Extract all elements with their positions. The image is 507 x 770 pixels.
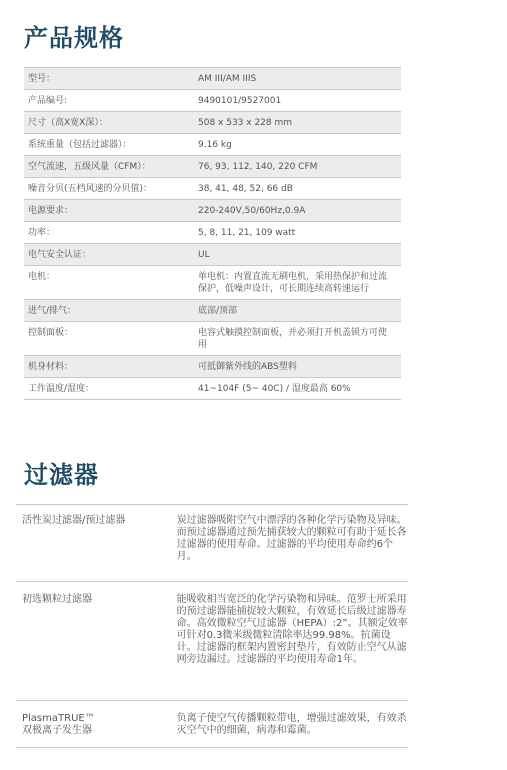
filter-label: PlasmaTRUE™ 双极离子发生器 bbox=[22, 713, 95, 736]
filter-row bbox=[16, 701, 408, 748]
spec-row bbox=[24, 356, 401, 378]
spec-value: AM III/AM IIIS bbox=[198, 74, 257, 84]
spec-label: 产品编号: bbox=[28, 96, 68, 106]
spec-row bbox=[24, 200, 401, 222]
spec-value: 5, 8, 11, 21, 109 watt bbox=[198, 228, 296, 238]
spec-value: 508 x 533 x 228 mm bbox=[198, 118, 293, 128]
spec-value: UL bbox=[198, 250, 210, 260]
spec-label: 电源要求： bbox=[28, 206, 74, 216]
spec-row bbox=[24, 378, 401, 400]
filter-label: 活性炭过滤器/预过滤器 bbox=[22, 515, 126, 526]
spec-value: 电容式触摸控制面板，并必须打开机盖锁方可使用 bbox=[198, 328, 388, 350]
filter-table bbox=[16, 504, 408, 748]
spec-section-title: 产品规格 bbox=[24, 24, 124, 52]
filter-description: 炭过滤器吸附空气中漂浮的各种化学污染物及异味。而预过滤器通过预先捕获较大的颗粒可有助于延长各过滤器的使用寿命。过滤器的平均使用寿命约6个月。 bbox=[176, 515, 407, 562]
spec-label: 噪音分贝(五档风速的分贝值)： bbox=[28, 184, 153, 194]
spec-value: 9490101/9527001 bbox=[198, 96, 282, 106]
spec-label: 进气/排气： bbox=[28, 306, 77, 316]
spec-row bbox=[24, 322, 401, 356]
spec-label: 控制面板： bbox=[28, 328, 74, 338]
spec-label: 系统重量（包括过滤器）： bbox=[28, 140, 132, 150]
spec-label: 空气流速，五级风量（CFM）： bbox=[28, 162, 151, 172]
spec-row bbox=[24, 112, 401, 134]
filter-section-title: 过滤器 bbox=[24, 461, 99, 489]
spec-value: 76, 93, 112, 140, 220 CFM bbox=[198, 162, 318, 172]
filter-description: 能吸收相当宽泛的化学污染物和异味。范罗士所采用的预过滤器能捕捉较大颗粒，有效延长后级过滤器寿命。高效微粒空气过滤器（HEPA）:2”。其额定效率可针对0.3微米级微粒清除率达99.98%。抗菌设计。过滤器的框架内置密封垫片，有效防止空气从滤网旁边漏过。过滤器的平均使用寿命1年。 bbox=[176, 594, 408, 665]
spec-label: 尺寸（高X宽X深）： bbox=[28, 118, 108, 128]
filter-description: 负离子使空气传播颗粒带电，增强过滤效果，有效杀灭空气中的细菌，病毒和霉菌。 bbox=[176, 713, 407, 736]
spec-value: 9.16 kg bbox=[198, 140, 232, 150]
spec-row bbox=[24, 266, 401, 300]
spec-value: 41~104F (5~ 40C) / 湿度最高 60% bbox=[198, 384, 351, 394]
spec-row bbox=[24, 156, 401, 178]
spec-row bbox=[24, 134, 401, 156]
spec-row bbox=[24, 178, 401, 200]
filter-label: 初选颗粒过滤器 bbox=[22, 594, 92, 605]
filter-row bbox=[16, 582, 408, 701]
spec-value: 底部/顶部 bbox=[198, 306, 238, 316]
spec-label: 机身材料： bbox=[28, 362, 74, 372]
spec-value: 可抵御紫外线的ABS塑料 bbox=[198, 362, 297, 372]
spec-row bbox=[24, 244, 401, 266]
filter-row bbox=[16, 505, 408, 582]
spec-label: 型号： bbox=[28, 74, 56, 84]
spec-row bbox=[24, 222, 401, 244]
spec-value: 单电机：内置直流无刷电机，采用热保护和过流保护，低噪声设计，可长期连续高转速运行 bbox=[198, 272, 388, 294]
spec-label: 工作温度/湿度： bbox=[28, 384, 95, 394]
spec-value: 220-240V,50/60Hz,0.9A bbox=[198, 206, 306, 216]
spec-row bbox=[24, 300, 401, 322]
spec-row bbox=[24, 90, 401, 112]
spec-row bbox=[24, 68, 401, 90]
spec-label: 电机： bbox=[28, 272, 56, 282]
spec-table bbox=[24, 67, 401, 400]
spec-label: 电气安全认证： bbox=[28, 250, 92, 260]
spec-value: 38, 41, 48, 52, 66 dB bbox=[198, 184, 293, 194]
spec-label: 功率： bbox=[28, 228, 56, 238]
